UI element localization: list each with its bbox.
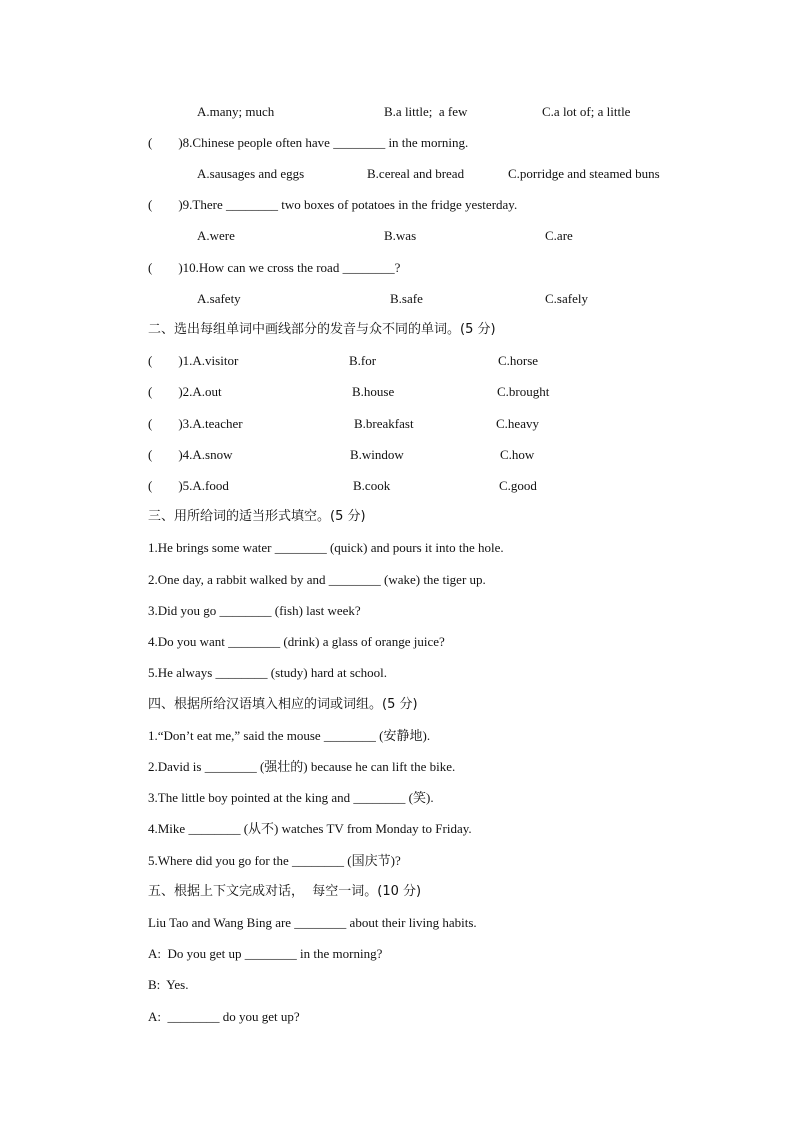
p5-dialog-1: A: Do you get up ________ in the morning? [148,946,383,961]
p3-item-5: 5.He always ________ (study) hard at school. [148,665,388,680]
p2-item-3-c: C.heavy [496,416,539,431]
section-2-title: 二、选出每组单词中画线部分的发音与众不同的单词。(5 分) [148,322,496,337]
p2-item-3-stem: ( )3.A.teacher [148,416,243,431]
p2-item-4-b: B.window [350,447,404,462]
p2-item-4-stem: ( )4.A.snow [148,447,233,462]
question-10: ( )10.How can we cross the road ________? [148,260,401,275]
q10-option-a: A.safety [197,291,241,306]
section-5-title: 五、根据上下文完成对话， 每空一词。(10 分) [148,884,422,899]
p3-item-3: 3.Did you go ________ (fish) last week? [148,603,361,618]
p2-item-4-c: C.how [500,447,535,462]
p3-item-4: 4.Do you want ________ (drink) a glass of orange juice? [148,634,445,649]
q8-option-c: C.porridge and steamed buns [508,166,660,181]
section-3-title: 三、用所给词的适当形式填空。(5 分) [148,509,366,524]
p2-item-2-b: B.house [352,384,395,399]
section-4-title: 四、根据所给汉语填入相应的词或词组。(5 分) [148,697,418,712]
p2-item-1-c: C.horse [498,353,539,368]
q7-option-a: A.many; much [197,104,275,119]
p4-item-1: 1.“Don’t eat me,” said the mouse ________ (安静地). [148,728,431,743]
p2-item-1-stem: ( )1.A.visitor [148,353,239,368]
p3-item-2: 2.One day, a rabbit walked by and ________ (wake) the tiger up. [148,572,486,587]
p2-item-2-c: C.brought [497,384,550,399]
p5-dialog-3: A: ________ do you get up? [148,1009,300,1024]
p2-item-3-b: B.breakfast [354,416,414,431]
q9-option-b: B.was [384,228,417,243]
p5-intro: Liu Tao and Wang Bing are ________ about their living habits. [148,915,477,930]
p4-item-3: 3.The little boy pointed at the king and ________ (笑). [148,790,434,805]
question-8: ( )8.Chinese people often have ________ in the morning. [148,135,469,150]
p2-item-5-stem: ( )5.A.food [148,478,229,493]
q8-option-a: A.sausages and eggs [197,166,305,181]
q7-option-c: C.a lot of; a little [542,104,631,119]
p2-item-5-c: C.good [499,478,537,493]
q10-option-c: C.safely [545,291,588,306]
q8-option-b: B.cereal and bread [367,166,465,181]
question-9: ( )9.There ________ two boxes of potatoes in the fridge yesterday. [148,197,518,212]
p5-dialog-2: B: Yes. [148,977,189,992]
p2-item-2-stem: ( )2.A.out [148,384,222,399]
q10-option-b: B.safe [390,291,423,306]
q9-option-c: C.are [545,228,573,243]
p4-item-5: 5.Where did you go for the ________ (国庆节)? [148,853,401,868]
p3-item-1: 1.He brings some water ________ (quick) and pours it into the hole. [148,540,504,555]
q7-option-b: B.a little; a few [384,104,468,119]
q9-option-a: A.were [197,228,235,243]
p2-item-1-b: B.for [349,353,377,368]
p4-item-2: 2.David is ________ (强壮的) because he can lift the bike. [148,759,456,774]
p2-item-5-b: B.cook [353,478,391,493]
p4-item-4: 4.Mike ________ (从不) watches TV from Monday to Friday. [148,821,472,836]
